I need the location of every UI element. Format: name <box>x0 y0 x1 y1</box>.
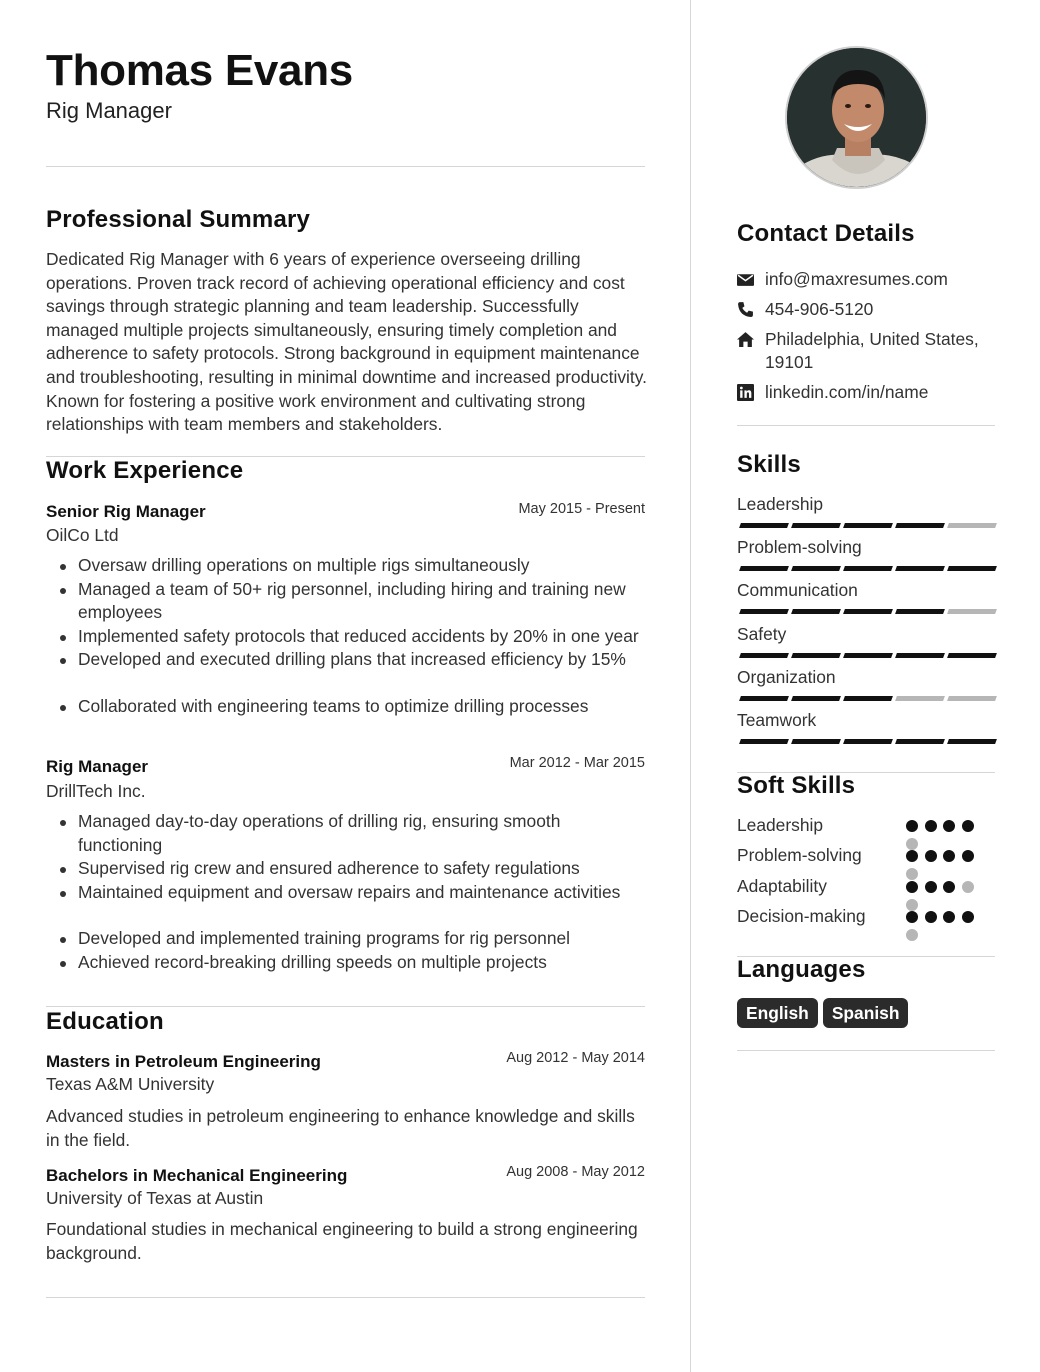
skill-bar-segment <box>739 739 789 744</box>
rating-dot <box>906 911 918 923</box>
linkedin-icon <box>737 384 754 401</box>
contact-heading: Contact Details <box>737 220 915 247</box>
list-item: Managed day-to-day operations of drilling rig, ensuring smooth functioning <box>46 810 648 857</box>
rating-dot <box>943 881 955 893</box>
contact-linkedin[interactable] <box>737 381 995 404</box>
rating-dot <box>962 911 974 923</box>
rating-dot <box>943 911 955 923</box>
languages-list <box>737 998 913 1028</box>
skills-heading: Skills <box>737 451 801 478</box>
list-item: Implemented safety protocols that reduced accidents by 20% in one year <box>46 625 648 649</box>
rating-dot <box>906 929 918 941</box>
job-title: Rig Manager <box>46 757 149 776</box>
skill-bar-segment <box>947 739 997 744</box>
education-desc: Advanced studies in petroleum engineering to enhance knowledge and skills in the field. <box>46 1106 635 1150</box>
list-item: Achieved record-breaking drilling speeds on multiple projects <box>46 951 648 975</box>
rating-dot <box>962 850 974 862</box>
rating-dot <box>925 820 937 832</box>
languages-heading: Languages <box>737 956 866 983</box>
skill-bar-segment <box>791 696 841 701</box>
job-title: Senior Rig Manager <box>46 502 206 521</box>
rating-dot <box>962 820 974 832</box>
soft-skill-name: Decision-making <box>737 905 866 926</box>
skill-name: Teamwork <box>737 710 817 730</box>
skill-bar-segment <box>947 523 997 528</box>
skill-bar-segment <box>791 523 841 528</box>
email-text: info@maxresumes.com <box>765 269 948 289</box>
language-badge: Spanish <box>823 998 909 1028</box>
skill-bar-segment <box>895 739 945 744</box>
candidate-name: Thomas Evans <box>46 46 353 95</box>
list-item: Managed a team of 50+ rig personnel, including hiring and training new employees <box>46 578 648 625</box>
summary-heading: Professional Summary <box>46 206 311 233</box>
rating-dot <box>906 881 918 893</box>
skill-level-bar <box>737 523 995 529</box>
soft-skill-name: Leadership <box>737 815 824 835</box>
list-item: Oversaw drilling operations on multiple rigs simultaneously <box>46 554 648 578</box>
skill-bar-segment <box>791 653 841 658</box>
list-item: Supervised rig crew and ensured adherence to safety regulations <box>46 857 648 881</box>
rating-dot <box>925 850 937 862</box>
address-text: Philadelphia, United States, 19101 <box>765 329 979 372</box>
skill-bar-segment <box>739 566 789 571</box>
skill-level-bar <box>737 566 995 572</box>
skill-level-bar <box>737 696 995 702</box>
rating-dot <box>906 868 918 880</box>
phone-text: 454-906-5120 <box>765 299 874 319</box>
rating-dot <box>906 820 918 832</box>
avatar <box>785 46 928 189</box>
rating-dot <box>943 820 955 832</box>
skill-bar-segment <box>739 609 789 614</box>
skill-name: Problem-solving <box>737 537 862 558</box>
job-bullets <box>46 810 648 975</box>
skill-bar-segment <box>895 523 945 528</box>
list-item: Collaborated with engineering teams to optimize drilling processes <box>46 695 648 719</box>
job-company: DrillTech Inc. <box>46 781 146 801</box>
rating-dot <box>906 850 918 862</box>
skill-bar-segment <box>843 609 893 614</box>
skill-bar-segment <box>895 609 945 614</box>
skill-bar-segment <box>739 653 789 658</box>
column-divider <box>690 0 691 1372</box>
contact-divider <box>737 425 995 426</box>
summary-text: Dedicated Rig Manager with 6 years of experience overseeing drilling operations. Proven track record of achieving operational efficiency and cost savings through strategic planning and team leadership. Successfully managed multiple projects simultaneously, ensuring timely completion and adherence to safety protocols. Strong background in equipment maintenance and troubleshooting, resulting in minimal downtime and increased productivity. Known for fostering a positive work environment and cultivating strong relationships with team members and stakeholders. <box>46 249 647 435</box>
list-item: Maintained equipment and oversaw repairs and maintenance activities <box>46 881 648 905</box>
skill-bar-segment <box>947 566 997 571</box>
job-company: OilCo Ltd <box>46 525 119 545</box>
soft-skill-rating <box>905 911 985 951</box>
skill-bar-segment <box>791 609 841 614</box>
rating-dot <box>925 911 937 923</box>
list-item: Developed and executed drilling plans that increased efficiency by 15% <box>46 648 648 672</box>
skill-name: Organization <box>737 666 836 687</box>
education-dates: Aug 2012 - May 2014 <box>506 1050 645 1066</box>
skill-bar-segment <box>895 566 945 571</box>
school-name: University of Texas at Austin <box>46 1188 264 1208</box>
skill-bar-segment <box>947 696 997 701</box>
degree-title: Bachelors in Mechanical Engineering <box>46 1166 348 1185</box>
skill-bar-segment <box>947 653 997 658</box>
skill-bar-segment <box>843 523 893 528</box>
experience-heading: Work Experience <box>46 457 244 484</box>
rating-dot <box>943 850 955 862</box>
header-divider <box>46 166 645 167</box>
soft-skill-name: Adaptability <box>737 875 827 896</box>
skill-bar-segment <box>895 696 945 701</box>
skill-name: Leadership <box>737 494 824 514</box>
phone-icon <box>737 301 754 318</box>
language-badge: English <box>737 998 818 1028</box>
skill-name: Safety <box>737 623 787 644</box>
education-heading: Education <box>46 1008 164 1035</box>
skill-bar-segment <box>739 523 789 528</box>
contact-phone[interactable] <box>737 298 995 321</box>
experience-divider <box>46 1006 645 1007</box>
degree-title: Masters in Petroleum Engineering <box>46 1052 321 1071</box>
rating-dot <box>906 838 918 850</box>
rating-dot <box>906 899 918 911</box>
skill-bar-segment <box>843 739 893 744</box>
skill-bar-segment <box>947 609 997 614</box>
skill-bar-segment <box>843 696 893 701</box>
skill-bar-segment <box>791 739 841 744</box>
profile-photo <box>787 48 928 189</box>
list-item: Developed and implemented training programs for rig personnel <box>46 927 648 951</box>
education-divider <box>46 1297 645 1298</box>
candidate-title: Rig Manager <box>46 98 172 123</box>
school-name: Texas A&M University <box>46 1074 215 1094</box>
job-dates: May 2015 - Present <box>518 501 645 517</box>
soft-skills-heading: Soft Skills <box>737 772 856 799</box>
soft-skill-name: Problem-solving <box>737 845 862 866</box>
skill-bar-segment <box>843 566 893 571</box>
languages-divider <box>737 1050 995 1051</box>
skill-level-bar <box>737 653 995 659</box>
linkedin-text: linkedin.com/in/name <box>765 382 929 402</box>
education-dates: Aug 2008 - May 2012 <box>506 1164 645 1180</box>
skill-bar-segment <box>739 696 789 701</box>
skill-level-bar <box>737 739 995 745</box>
skill-bar-segment <box>791 566 841 571</box>
rating-dot <box>962 881 974 893</box>
skill-bar-segment <box>843 653 893 658</box>
job-bullets <box>46 554 648 719</box>
job-dates: Mar 2012 - Mar 2015 <box>509 755 645 771</box>
skill-bar-segment <box>895 653 945 658</box>
skill-level-bar <box>737 609 995 615</box>
envelope-icon <box>737 271 754 288</box>
contact-address <box>737 328 995 374</box>
home-icon <box>737 331 754 348</box>
education-desc: Foundational studies in mechanical engineering to build a strong engineering background. <box>46 1219 638 1263</box>
rating-dot <box>925 881 937 893</box>
contact-email[interactable] <box>737 268 995 291</box>
skill-name: Communication <box>737 580 858 601</box>
